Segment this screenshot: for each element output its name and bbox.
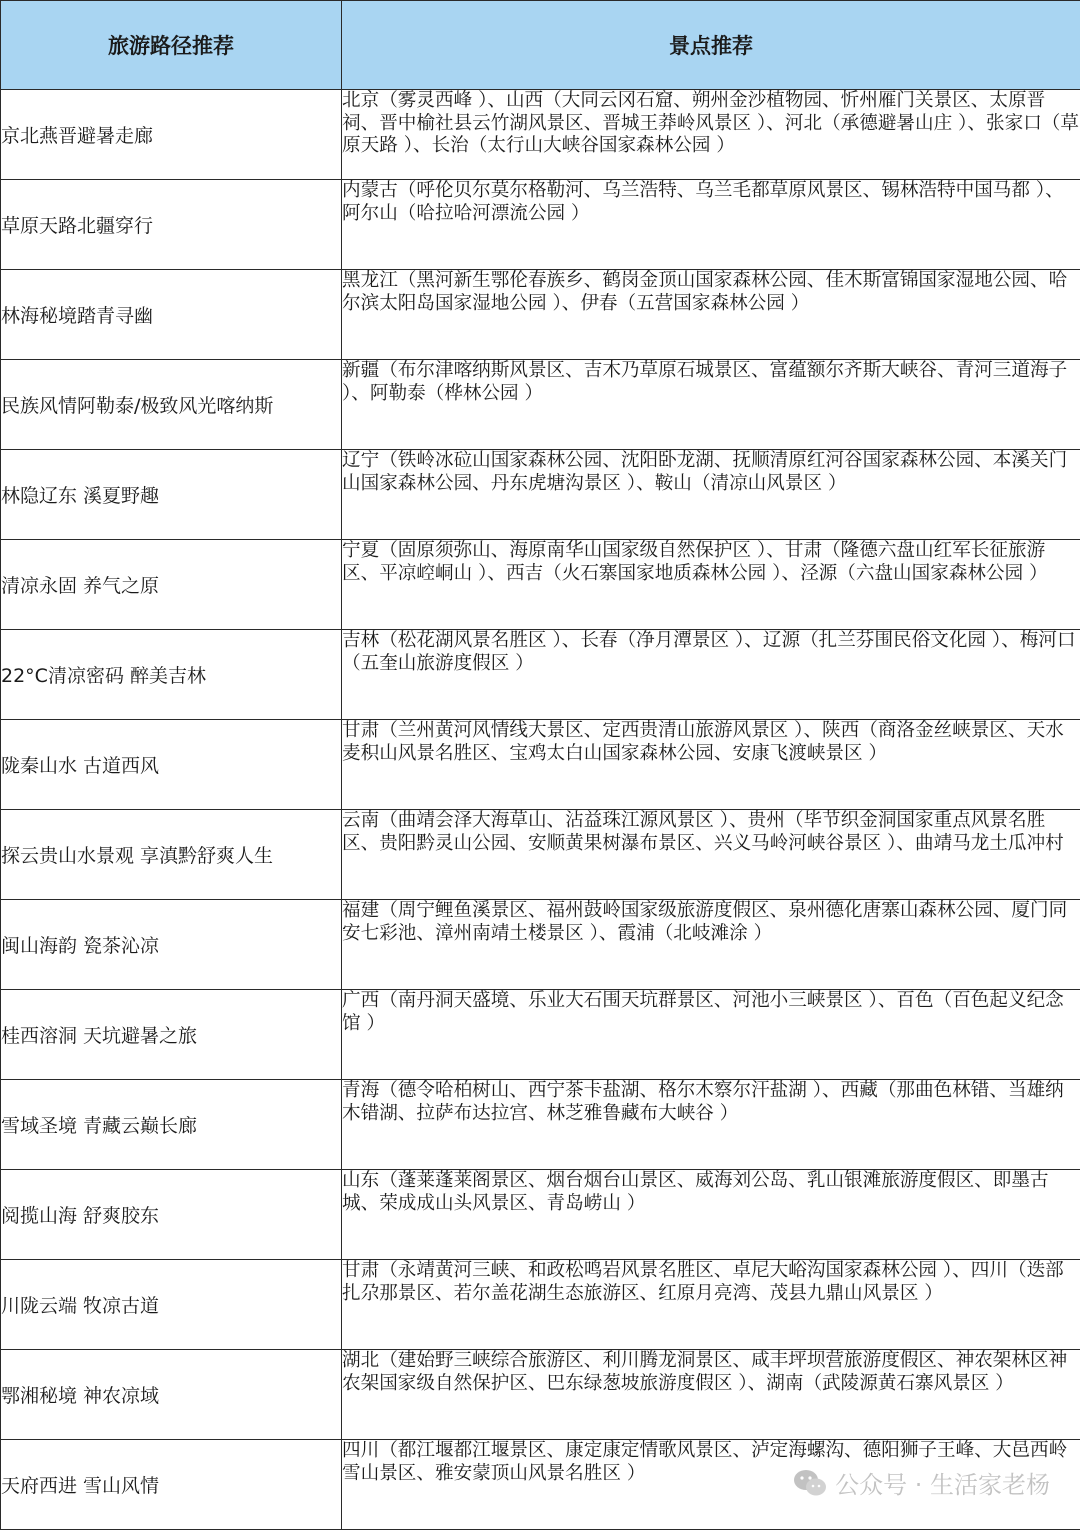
watermark-text: 公众号 · 生活家老杨 — [835, 1471, 1050, 1499]
route-name-cell: 林海秘境踏青寻幽 — [1, 270, 342, 360]
header-route: 旅游路径推荐 — [1, 1, 342, 90]
table-row — [1, 1080, 1080, 1170]
route-name-cell: 雪域圣境 青藏云巅长廊 — [1, 1080, 342, 1170]
spots-cell: 青海（德令哈柏树山、西宁茶卡盐湖、格尔木察尔汗盐湖 ）、西藏（那曲色林错、当雄纳木错湖、拉萨布达拉宫、林芝雅鲁藏布大峡谷 ） — [342, 1080, 1080, 1170]
table-body — [1, 90, 1080, 1530]
route-name-cell: 探云贵山水景观 享滇黔舒爽人生 — [1, 810, 342, 900]
table-row — [1, 450, 1080, 540]
route-name-cell: 阅揽山海 舒爽胶东 — [1, 1170, 342, 1260]
spots-cell: 北京（雾灵西峰 ）、山西（大同云冈石窟、朔州金沙植物园、忻州雁门关景区、太原晋祠、晋中榆社县云竹湖风景区、晋城王莽岭风景区 ）、河北（承德避暑山庄 ）、张家口（草原天路 ）、长治（太行山大峡谷国家森林公园 ） — [342, 90, 1080, 180]
table-row — [1, 180, 1080, 270]
route-name-cell: 林隐辽东 溪夏野趣 — [1, 450, 342, 540]
table-row — [1, 990, 1080, 1080]
route-name-cell: 京北燕晋避暑走廊 — [1, 90, 342, 180]
route-name-cell: 陇秦山水 古道西风 — [1, 720, 342, 810]
table-row — [1, 810, 1080, 900]
table-row — [1, 900, 1080, 990]
route-name-cell: 草原天路北疆穿行 — [1, 180, 342, 270]
table-row — [1, 1170, 1080, 1260]
header-spots: 景点推荐 — [342, 1, 1080, 90]
spots-cell: 广西（南丹洞天盛境、乐业大石围天坑群景区、河池小三峡景区 ）、百色（百色起义纪念馆 ） — [342, 990, 1080, 1080]
spots-cell: 黑龙江（黑河新生鄂伦春族乡、鹤岗金顶山国家森林公园、佳木斯富锦国家湿地公园、哈尔滨太阳岛国家湿地公园 ）、伊春（五营国家森林公园 ） — [342, 270, 1080, 360]
spots-cell: 新疆（布尔津喀纳斯风景区、吉木乃草原石城景区、富蕴额尔齐斯大峡谷、青河三道海子 ）、阿勒泰（桦林公园 ） — [342, 360, 1080, 450]
table-header-row — [1, 1, 1080, 90]
table-row — [1, 720, 1080, 810]
spots-cell: 四川（都江堰都江堰景区、康定康定情歌风景区、泸定海螺沟、德阳狮子王峰、大邑西岭雪山景区、雅安蒙顶山风景名胜区 ） — [342, 1440, 1080, 1530]
route-name-cell: 民族风情阿勒泰/极致风光喀纳斯 — [1, 360, 342, 450]
route-name-cell: 天府西进 雪山风情 — [1, 1440, 342, 1530]
spots-cell: 甘肃（永靖黄河三峡、和政松鸣岩风景名胜区、卓尼大峪沟国家森林公园 ）、四川（迭部扎尕那景区、若尔盖花湖生态旅游区、红原月亮湾、茂县九鼎山风景区 ） — [342, 1260, 1080, 1350]
spots-cell: 吉林（松花湖风景名胜区 ）、长春（净月潭景区 ）、辽源（扎兰芬围民俗文化园 ）、梅河口（五奎山旅游度假区 ） — [342, 630, 1080, 720]
spots-cell: 宁夏（固原须弥山、海原南华山国家级自然保护区 ）、甘肃（隆德六盘山红军长征旅游区、平凉崆峒山 ）、西吉（火石寨国家地质森林公园 ）、泾源（六盘山国家森林公园 ） — [342, 540, 1080, 630]
spots-cell: 内蒙古（呼伦贝尔莫尔格勒河、乌兰浩特、乌兰毛都草原风景区、锡林浩特中国马都 ）、阿尔山（哈拉哈河漂流公园 ） — [342, 180, 1080, 270]
table-row — [1, 360, 1080, 450]
table-row — [1, 540, 1080, 630]
spots-cell: 甘肃（兰州黄河风情线大景区、定西贵清山旅游风景区 ）、陕西（商洛金丝峡景区、天水麦积山风景名胜区、宝鸡太白山国家森林公园、安康飞渡峡景区 ） — [342, 720, 1080, 810]
route-name-cell: 鄂湘秘境 神农凉域 — [1, 1350, 342, 1440]
spots-cell: 山东（蓬莱蓬莱阁景区、烟台烟台山景区、威海刘公岛、乳山银滩旅游度假区、即墨古城、荣成成山头风景区、青岛崂山 ） — [342, 1170, 1080, 1260]
table-row — [1, 1350, 1080, 1440]
table-row — [1, 1440, 1080, 1530]
route-name-cell: 桂西溶洞 天坑避暑之旅 — [1, 990, 342, 1080]
route-name-cell: 闽山海韵 瓷茶沁凉 — [1, 900, 342, 990]
table-row — [1, 270, 1080, 360]
route-name-cell: 清凉永固 养气之原 — [1, 540, 342, 630]
spots-cell: 辽宁（铁岭冰砬山国家森林公园、沈阳卧龙湖、抚顺清原红河谷国家森林公园、本溪关门山国家森林公园、丹东虎塘沟景区 ）、鞍山（清凉山风景区 ） — [342, 450, 1080, 540]
table-row — [1, 630, 1080, 720]
route-name-cell: 22°C清凉密码 醉美吉林 — [1, 630, 342, 720]
spots-cell: 云南（曲靖会泽大海草山、沾益珠江源风景区 ）、贵州（毕节织金洞国家重点风景名胜区、贵阳黔灵山公园、安顺黄果树瀑布景区、兴义马岭河峡谷景区 ）、曲靖马龙土瓜冲村 — [342, 810, 1080, 900]
table-row — [1, 1260, 1080, 1350]
spots-cell: 福建（周宁鲤鱼溪景区、福州鼓岭国家级旅游度假区、泉州德化唐寨山森林公园、厦门同安七彩池、漳州南靖土楼景区 ）、霞浦（北岐滩涂 ） — [342, 900, 1080, 990]
table-row — [1, 90, 1080, 180]
route-name-cell: 川陇云端 牧凉古道 — [1, 1260, 342, 1350]
spots-cell: 湖北（建始野三峡综合旅游区、利川腾龙洞景区、咸丰坪坝营旅游度假区、神农架林区神农架国家级自然保护区、巴东绿葱坡旅游度假区 ）、湖南（武陵源黄石寨风景区 ） — [342, 1350, 1080, 1440]
